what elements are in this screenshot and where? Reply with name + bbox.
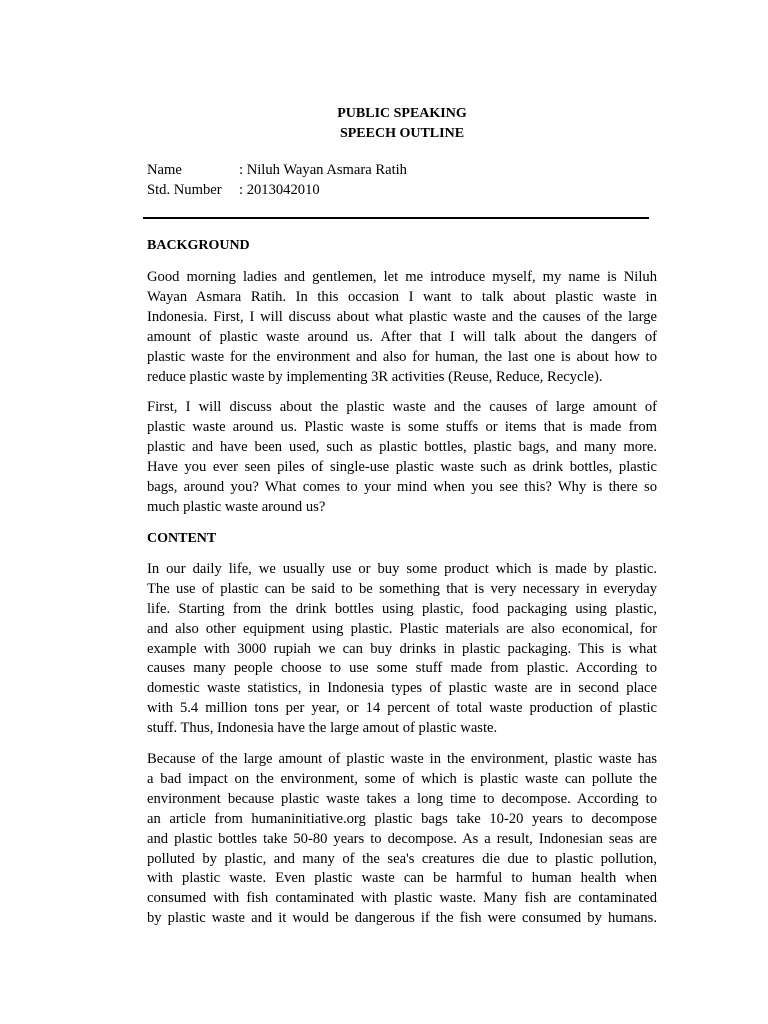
- paragraph-line: plastic waste around us. Plastic waste is some stuffs or items that is made from: [147, 419, 657, 436]
- document-title: [147, 104, 657, 143]
- paragraph-line: Have you ever seen piles of single-use plastic waste such as drink bottles, plastic: [147, 459, 657, 476]
- paragraph-line: with 5.4 million tons per year, or 14 percent of total waste production of plastic: [147, 700, 657, 717]
- paragraph-line: bags, around you? What comes to your mind when you see this? Why is there so: [147, 479, 657, 496]
- paragraph-line: life. Starting from the drink bottles using plastic, food packaging using plastic,: [147, 600, 657, 617]
- paragraph-line: In our daily life, we usually use or buy some product which is made by plastic.: [147, 560, 657, 577]
- student-number-value: : 2013042010: [239, 182, 320, 198]
- content-heading: CONTENT: [147, 530, 217, 546]
- name-row: [147, 160, 407, 180]
- paragraph-line: Good morning ladies and gentlemen, let me introduce myself, my name is Niluh: [147, 269, 657, 285]
- title-line-2: SPEECH OUTLINE: [339, 125, 465, 141]
- paragraph-line: a bad impact on the environment, some of which is plastic waste can pollute the: [147, 770, 657, 787]
- header-divider: [143, 217, 649, 219]
- paragraph-line: environment because plastic waste takes a long time to decompose. According to: [147, 790, 657, 807]
- title-line-1: PUBLIC SPEAKING: [337, 106, 467, 121]
- paragraph-line: Because of the large amount of plastic waste in the environment, plastic waste has: [147, 751, 657, 768]
- paragraph-line: plastic waste for the environment and also for human, the last one is about how to: [147, 348, 657, 365]
- paragraph-line: stuff. Thus, Indonesia have the large amout of plastic waste.: [147, 720, 498, 737]
- background-heading: BACKGROUND: [147, 238, 250, 253]
- student-info: [147, 160, 407, 200]
- paragraph-line: much plastic waste around us?: [147, 498, 326, 515]
- paragraph-line: consumed with fish contaminated with plastic waste. Many fish are contaminated: [147, 890, 657, 907]
- paragraph-line: an article from humaninitiative.org plastic bags take 10-20 years to decompose: [147, 810, 657, 827]
- content-paragraph-2: [147, 750, 657, 929]
- name-label: Name: [147, 162, 182, 178]
- paragraph-line: plastic and have been used, such as plastic bottles, plastic bags, and many more.: [147, 439, 657, 456]
- paragraph-line: reduce plastic waste by implementing 3R activities (Reuse, Reduce, Recycle).: [147, 368, 603, 385]
- paragraph-line: and plastic bottles take 50-80 years to decompose. As a result, Indonesian seas are: [147, 830, 657, 847]
- paragraph-line: causes many people choose to use some stuff made from plastic. According to: [147, 660, 657, 677]
- paragraph-line: The use of plastic can be said to be something that is very necessary in everyday: [147, 580, 657, 597]
- name-value: : Niluh Wayan Asmara Ratih: [239, 162, 407, 178]
- paragraph-line: by plastic waste and it would be dangerous if the fish were consumed by humans.: [147, 910, 657, 927]
- student-number-row: [147, 180, 407, 200]
- paragraph-line: and also other equipment using plastic. Plastic materials are also economical, for: [147, 620, 657, 637]
- paragraph-line: polluted by plastic, and many of the sea's creatures die due to plastic pollution,: [147, 850, 657, 867]
- paragraph-line: example with 3000 rupiah we can buy drinks in plastic packaging. This is what: [147, 640, 657, 657]
- paragraph-line: First, I will discuss about the plastic waste and the causes of large amount of: [147, 399, 657, 416]
- speech-body: [147, 236, 657, 929]
- background-paragraph-2: [147, 398, 657, 517]
- student-number-label: Std. Number: [147, 182, 222, 198]
- paragraph-line: Wayan Asmara Ratih. In this occasion I want to talk about plastic waste in: [147, 288, 657, 305]
- background-paragraph-1: [147, 268, 657, 387]
- paragraph-line: Indonesia. First, I will discuss about what plastic waste and the causes of the large: [147, 308, 657, 325]
- paragraph-line: domestic waste statistics, in Indonesia types of plastic waste are in second place: [147, 680, 657, 697]
- paragraph-line: with plastic waste. Even plastic waste can be harmful to human health when: [147, 870, 657, 887]
- paragraph-line: amount of plastic waste around us. After that I will talk about the dangers of: [147, 328, 657, 345]
- content-paragraph-1: [147, 560, 657, 739]
